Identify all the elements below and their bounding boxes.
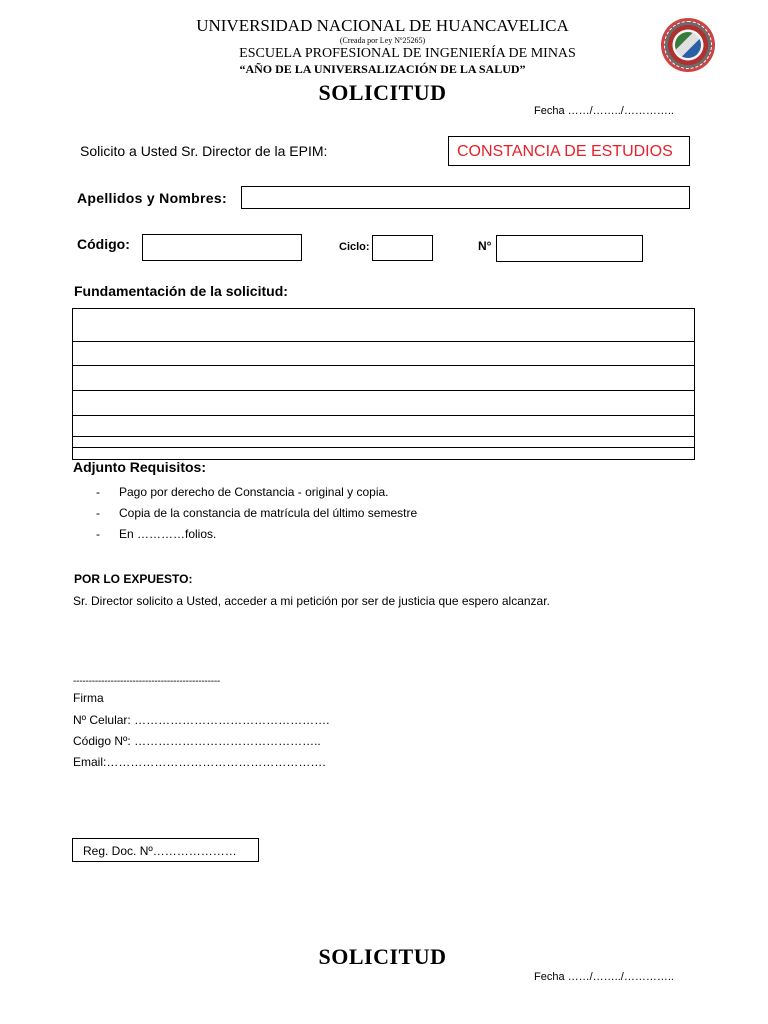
names-label: Apellidos y Nombres: (77, 190, 227, 206)
school-name: ESCUELA PROFESIONAL DE INGENIERÍA DE MINAS (239, 46, 576, 61)
year-motto: “AÑO DE LA UNIVERSALIZACIÓN DE LA SALUD” (239, 62, 526, 76)
reg-doc-label: Reg. Doc. Nº………………… (83, 844, 237, 858)
closing-heading: POR LO EXPUESTO: (74, 572, 193, 586)
requirement-item: Copia de la constancia de matrícula del último semestre (119, 506, 418, 520)
justification-line (72, 415, 695, 416)
footer-title: SOLICITUD (318, 944, 447, 969)
signature-line: ----------------------------------------------- (73, 676, 221, 687)
bullet-dash: - (96, 485, 100, 499)
bullet-dash: - (96, 527, 100, 541)
closing-text: Sr. Director solicito a Usted, acceder a mi petición por ser de justicia que espero alcanzar. (73, 594, 550, 608)
footer-date-line[interactable]: Fecha ……/……../………….. (534, 971, 674, 983)
bullet-dash: - (96, 506, 100, 520)
requirements-title: Adjunto Requisitos: (73, 459, 206, 475)
creation-law: (Creada por Ley Nº25265) (339, 36, 426, 45)
request-type-box[interactable] (448, 136, 690, 166)
justification-line (72, 390, 695, 391)
reg-doc-box[interactable] (72, 838, 259, 862)
justification-area[interactable] (72, 308, 695, 460)
code-label: Código: (77, 236, 130, 252)
justification-line (72, 436, 695, 437)
justification-label: Fundamentación de la solicitud: (74, 283, 288, 299)
student-code-field[interactable]: Código Nº: ……………………………………….. (73, 734, 321, 748)
justification-line (72, 341, 695, 342)
number-label: N° (478, 239, 492, 253)
justification-line (72, 365, 695, 366)
number-field[interactable] (496, 235, 643, 262)
names-field[interactable] (241, 186, 690, 209)
justification-line (72, 447, 695, 448)
cell-phone-field[interactable]: Nº Celular: …………………………………………. (73, 713, 330, 727)
requirement-item: Pago por derecho de Constancia - original y copia. (119, 485, 389, 499)
signature-label: Firma (73, 691, 104, 705)
date-line[interactable]: Fecha ……/……../………….. (534, 105, 674, 117)
requirement-item: En …………folios. (119, 527, 217, 541)
cycle-field[interactable] (372, 235, 433, 261)
request-type-value: CONSTANCIA DE ESTUDIOS (457, 143, 673, 160)
email-field[interactable]: Email:………………………………………………. (73, 755, 326, 769)
university-name: UNIVERSIDAD NACIONAL DE HUANCAVELICA (196, 16, 569, 35)
cycle-label: Ciclo: (339, 241, 370, 253)
page-title: SOLICITUD (318, 80, 447, 105)
university-seal-logo (661, 18, 715, 72)
request-label: Solicito a Usted Sr. Director de la EPIM: (80, 143, 328, 159)
code-field[interactable] (142, 234, 302, 261)
